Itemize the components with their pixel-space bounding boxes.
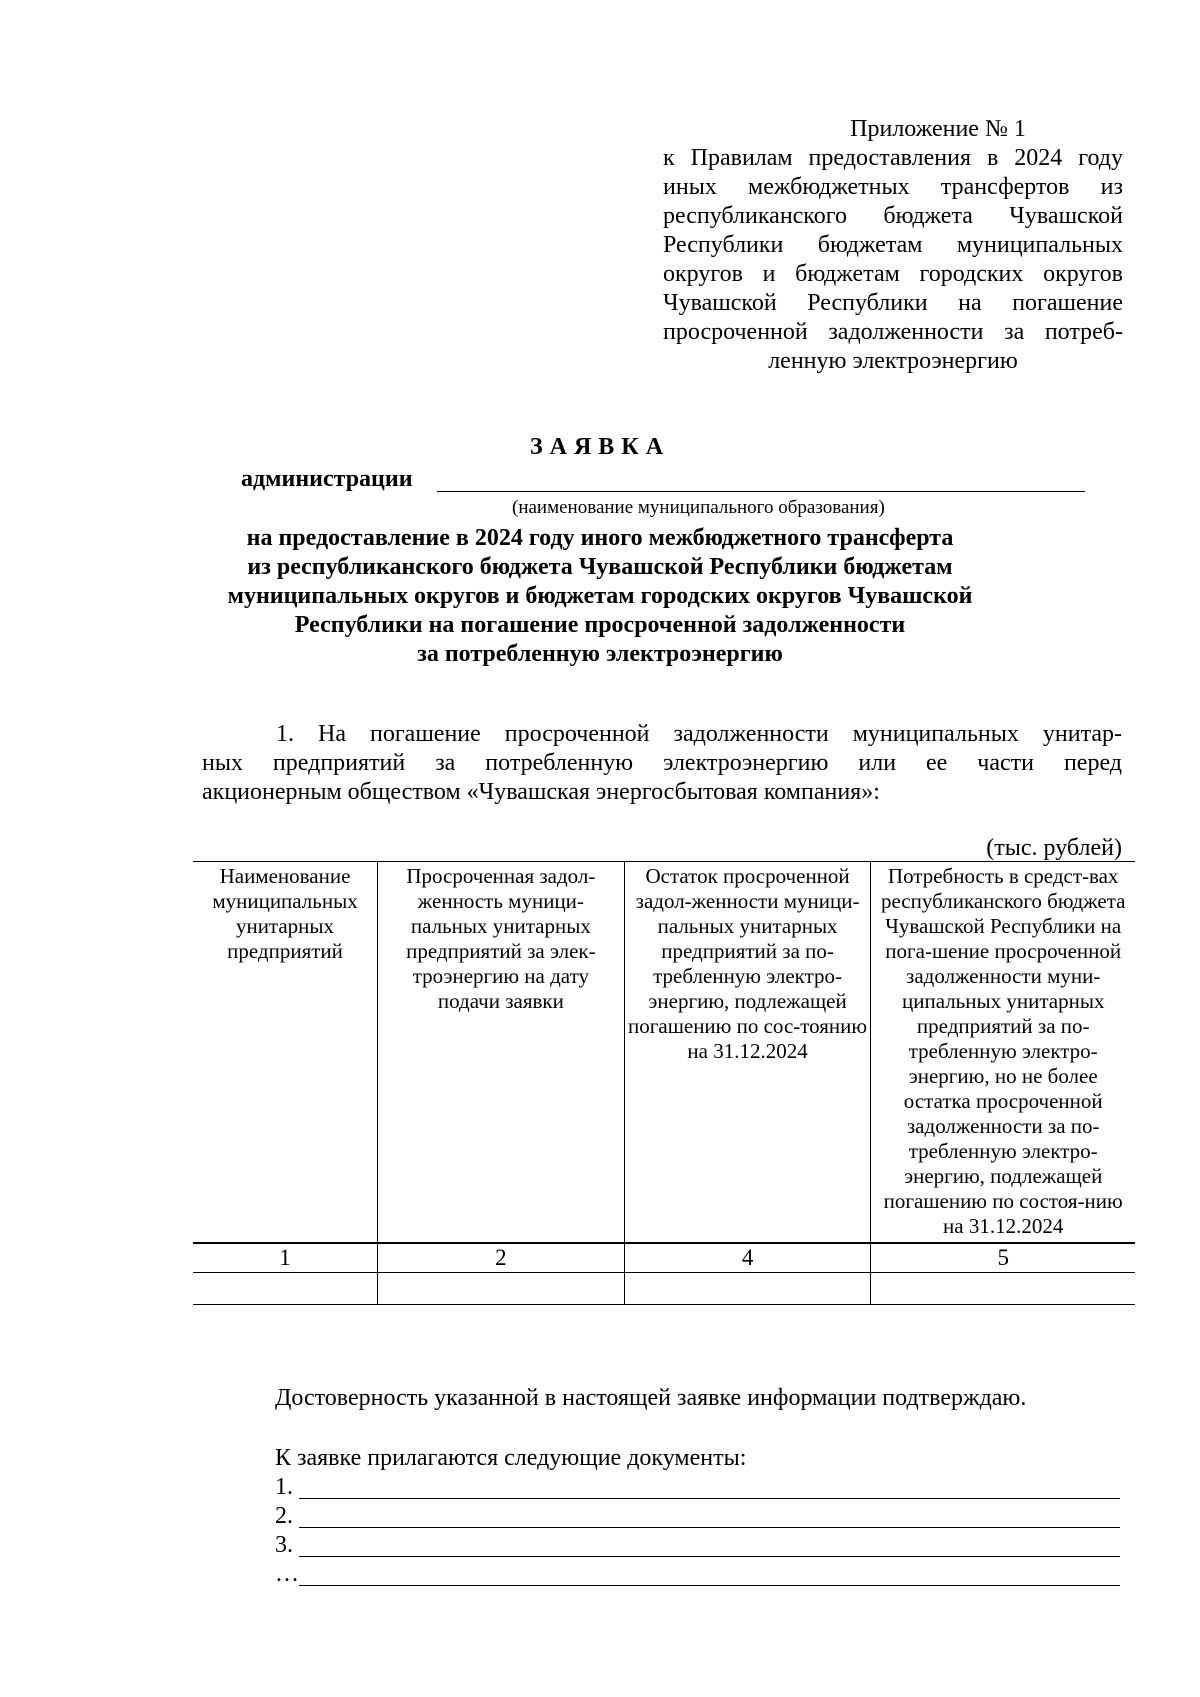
appendix-line: к Правилам предоставления в 2024 году xyxy=(663,145,1123,171)
appendix-line: округов и бюджетам городских округов xyxy=(663,261,1123,287)
table-header-cell: Просроченная задол-женность муници-пальных унитарных предприятий за элек-троэнергию на дату подачи заявки xyxy=(378,862,625,1244)
paragraph-line: 1. На погашение просроченной задолженности муниципальных унитар- xyxy=(276,721,1122,747)
document-subtitle xyxy=(150,524,1050,669)
document-item-number: 3. xyxy=(275,1532,293,1558)
paragraph-line: акционерным обществом «Чувашская энергосбытовая компания»: xyxy=(202,779,880,805)
paragraph-line: ных предприятий за потребленную электроэнергию или ее части перед xyxy=(202,750,1122,776)
administration-label: администрации xyxy=(241,466,413,492)
administration-row xyxy=(241,464,1086,494)
table-cell[interactable] xyxy=(871,1273,1135,1305)
document-blank-line[interactable] xyxy=(299,1556,1120,1557)
appendix-line: иных межбюджетных трансфертов из xyxy=(663,174,1123,200)
document-item-number: 1. xyxy=(275,1474,293,1500)
appendix-line: республиканского бюджета Чувашской xyxy=(663,203,1123,229)
table-header-row xyxy=(193,862,1135,1244)
subtitle-line: на предоставление в 2024 году иного межбюджетного трансферта xyxy=(246,525,954,551)
document-list-item xyxy=(275,1560,1120,1589)
document-item-number: … xyxy=(275,1561,299,1587)
document-list-item xyxy=(275,1473,1120,1502)
confirmation-text: Достоверность указанной в настоящей заявке информации подтверждаю. xyxy=(275,1385,1027,1411)
municipality-hint: (наименование муниципального образования) xyxy=(512,497,885,518)
column-number-cell: 4 xyxy=(624,1243,871,1273)
table-cell[interactable] xyxy=(193,1273,378,1305)
administration-blank-line xyxy=(437,491,1085,492)
appendix-last-line: ленную электроэнергию xyxy=(768,348,1018,374)
subtitle-line: из республиканского бюджета Чувашской Республики бюджетам xyxy=(247,554,953,580)
document-item-number: 2. xyxy=(275,1503,293,1529)
table-cell[interactable] xyxy=(624,1273,871,1305)
document-title: ЗАЯВКА xyxy=(529,434,671,460)
appendix-number: Приложение № 1 xyxy=(850,116,1026,142)
document-blank-line[interactable] xyxy=(299,1585,1120,1586)
appendix-line: просроченной задолженности за потреб- xyxy=(663,319,1123,345)
document-list-item xyxy=(275,1531,1120,1560)
document-blank-line[interactable] xyxy=(299,1527,1120,1528)
appendix-line: Республики бюджетам муниципальных xyxy=(663,232,1123,258)
request-table xyxy=(193,861,1135,1305)
table-row xyxy=(193,1273,1135,1305)
paragraph-1 xyxy=(202,720,1122,807)
table-header-cell: Потребность в средст-вах республиканского бюджета Чувашской Республики на пога-шение просроченной задолженности муни-ципальных унитарных предприятий за по-требленную электро-энергию, но не более остатка просроченной задолженности за по-требленную электро-энергию, подлежащей погашению по состоя-нию на 31.12.2024 xyxy=(871,862,1135,1244)
table-cell[interactable] xyxy=(378,1273,625,1305)
column-number-cell: 5 xyxy=(871,1243,1135,1273)
appendix-block xyxy=(663,115,1123,376)
document-blank-line[interactable] xyxy=(299,1498,1120,1499)
appendix-line: Чувашской Республики на погашение xyxy=(663,290,1123,316)
subtitle-line: за потребленную электроэнергию xyxy=(417,641,783,667)
table-header-cell: Наименование муниципальных унитарных предприятий xyxy=(193,862,378,1244)
document-list-item xyxy=(275,1502,1120,1531)
column-number-cell: 1 xyxy=(193,1243,378,1273)
table-column-numbers-row xyxy=(193,1243,1135,1273)
column-number-cell: 2 xyxy=(378,1243,625,1273)
attachments-intro: К заявке прилагаются следующие документы: xyxy=(275,1445,747,1471)
subtitle-line: Республики на погашение просроченной задолженности xyxy=(294,612,906,638)
table-header-cell: Остаток просроченной задол-женности муници-пальных унитарных предприятий за по-требленную электро-энергию, подлежащей погашению по сос-тоянию на 31.12.2024 xyxy=(624,862,871,1244)
subtitle-line: муниципальных округов и бюджетам городских округов Чувашской xyxy=(227,583,973,609)
units-label: (тыс. рублей) xyxy=(986,835,1122,861)
